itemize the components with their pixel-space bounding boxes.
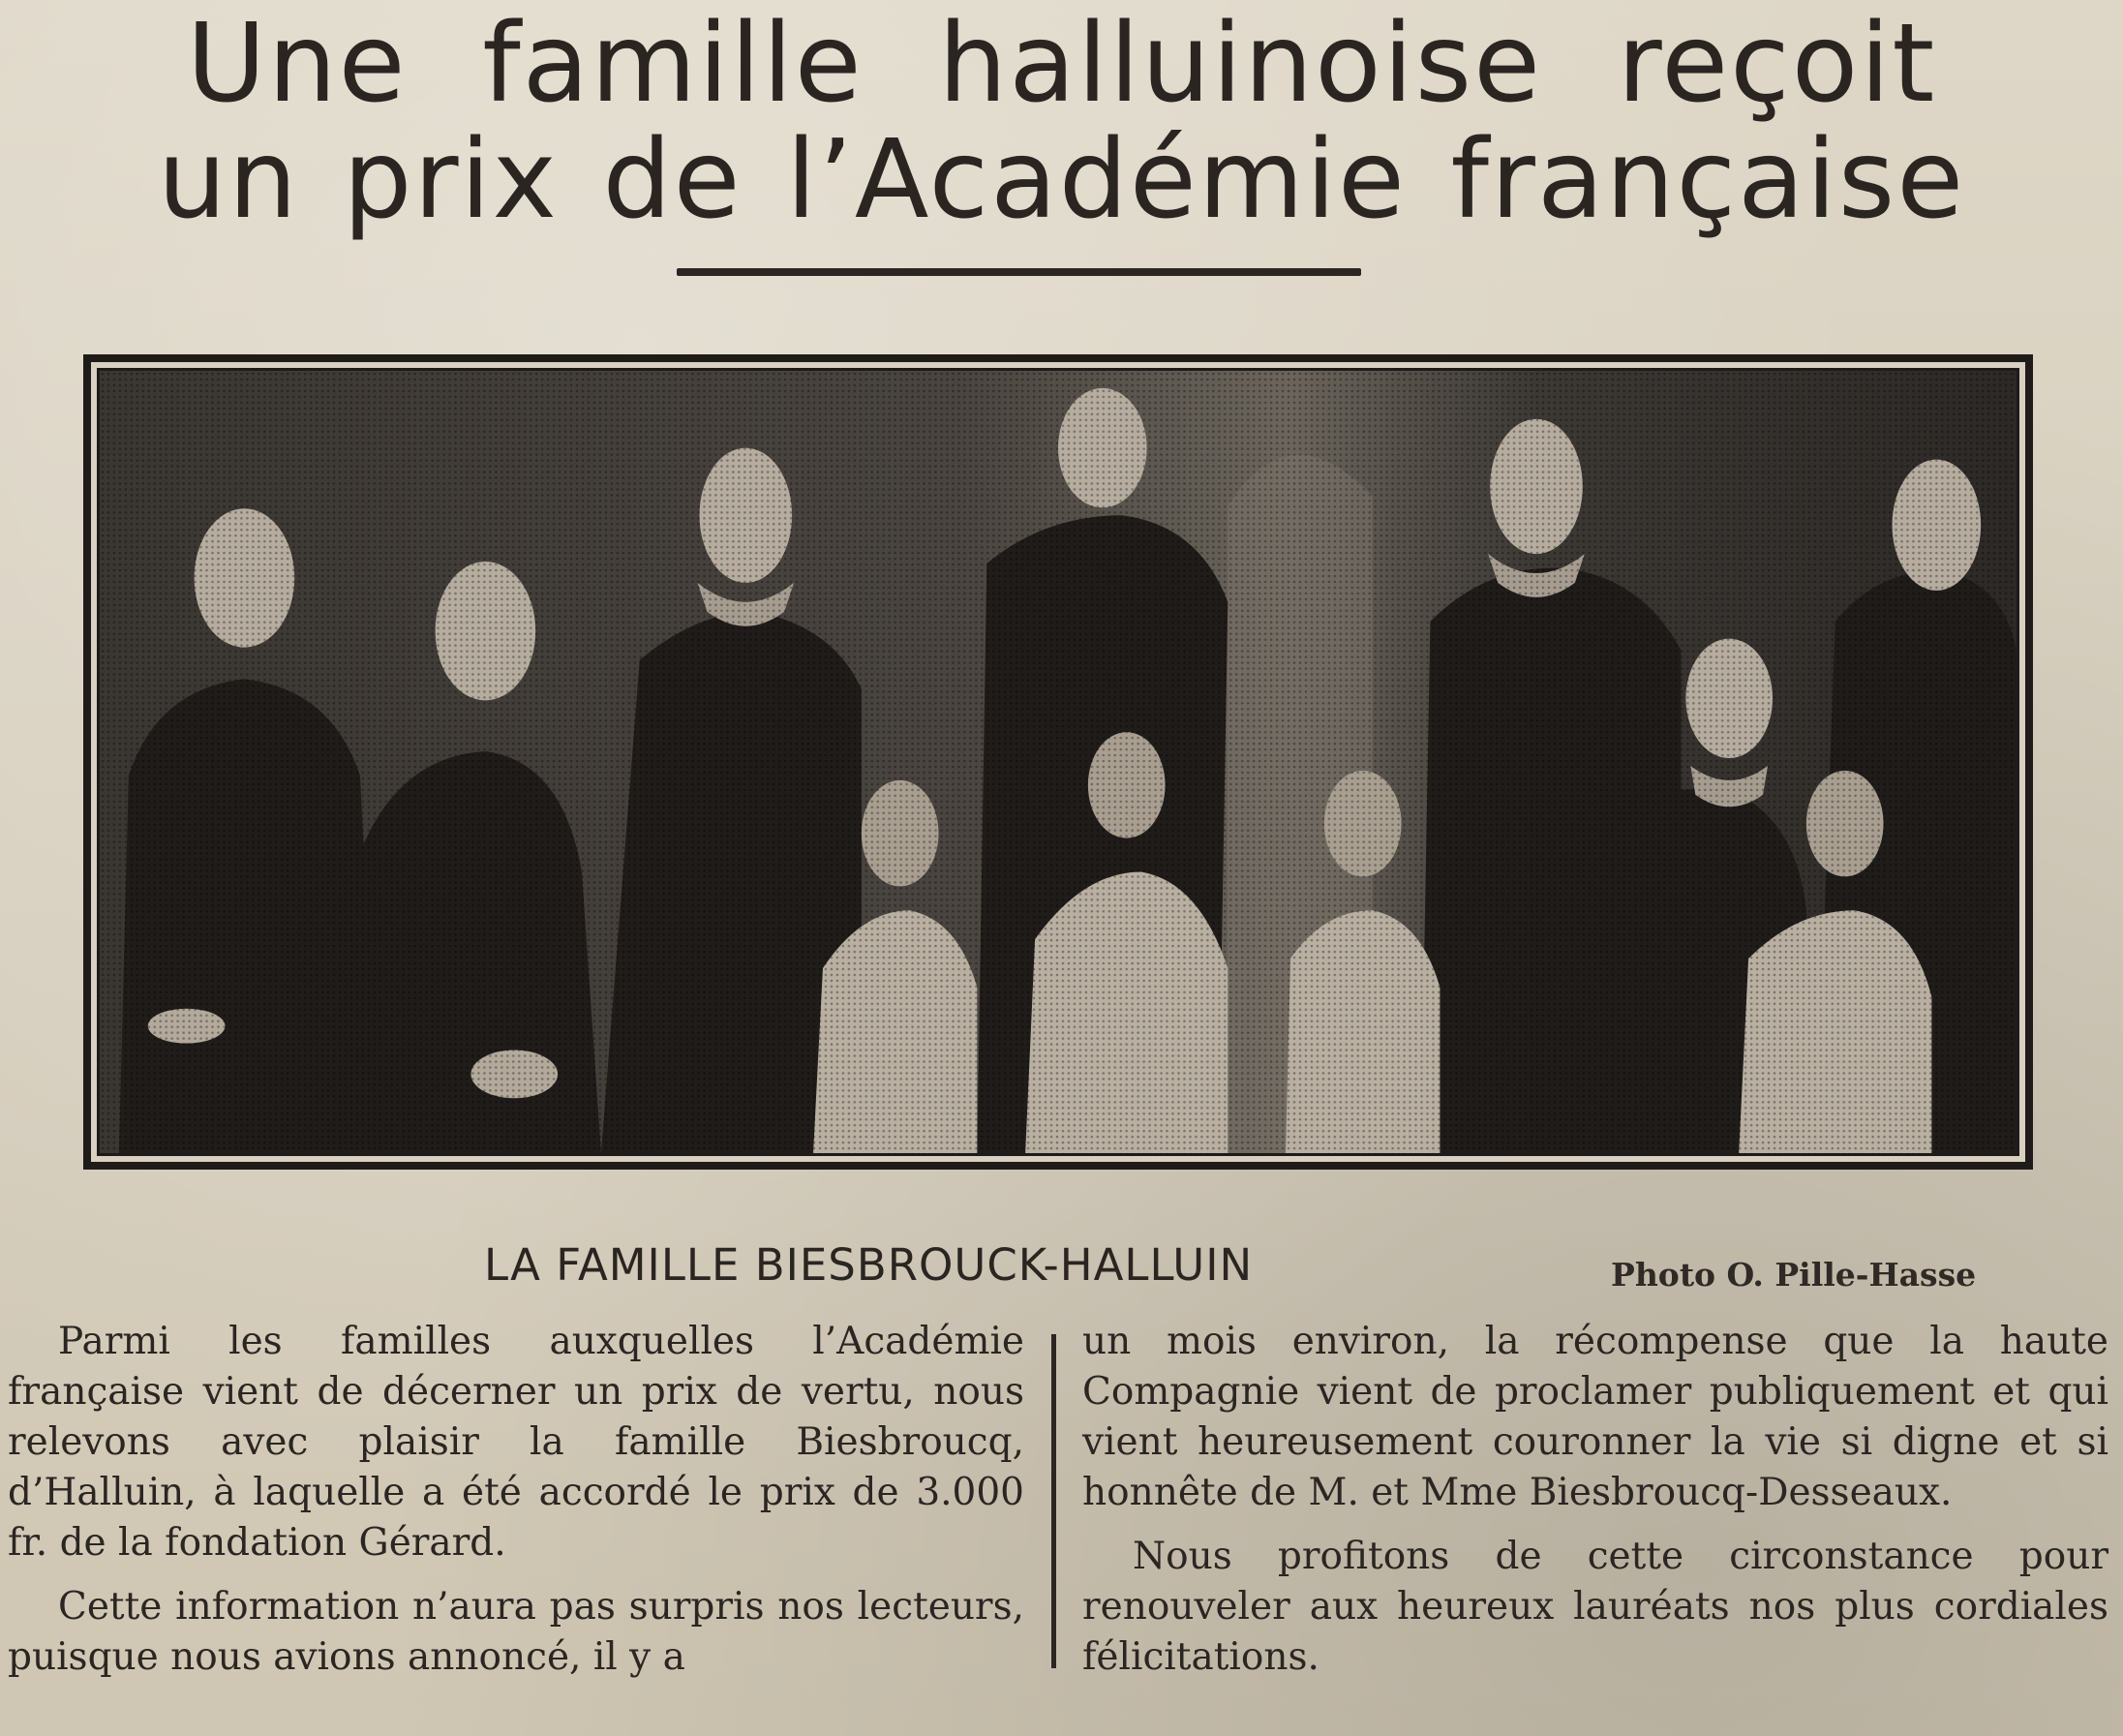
article-paragraph: Nous profitons de cette circonstance pour renouveler aux heureux lauréats nos plus cordiales félicitations. [1082, 1535, 2108, 1679]
column-divider [1051, 1334, 1056, 1668]
photo-credit: Photo O. Pille-Hasse [1611, 1256, 1977, 1294]
article-column-left [8, 1317, 1024, 1683]
family-photo-frame [83, 354, 2033, 1170]
article-column-right [1082, 1317, 2108, 1683]
article-paragraph: Parmi les familles auxquelles l’Académie française vient de décerner un prix de vertu, nous relevons avec plaisir la famille Biesbroucq, d’Halluin, à laquelle a été accordé le prix de 3.000 fr. de la fondation Gérard. [8, 1320, 1024, 1565]
article-paragraph-continued: un mois environ, la récompense que la haute Compagnie vient de proclamer publiquement et qui vient heureusement couronner la vie si digne et si honnête de M. et Mme Biesbroucq-Desseaux. [1082, 1320, 2108, 1514]
headline-line-2: un prix de l’Académie française [157, 117, 1966, 243]
photo-caption: LA FAMILLE BIESBROUCK-HALLUIN [484, 1239, 1254, 1291]
headline-rule [677, 268, 1361, 276]
article-paragraph: Cette information n’aura pas surpris nos lecteurs, puisque nous avions annoncé, il y a [8, 1585, 1024, 1679]
family-photo-image [100, 371, 2017, 1153]
family-photo [97, 368, 2019, 1156]
headline-line-1: Une famille halluinoise reçoit [186, 1, 1937, 127]
